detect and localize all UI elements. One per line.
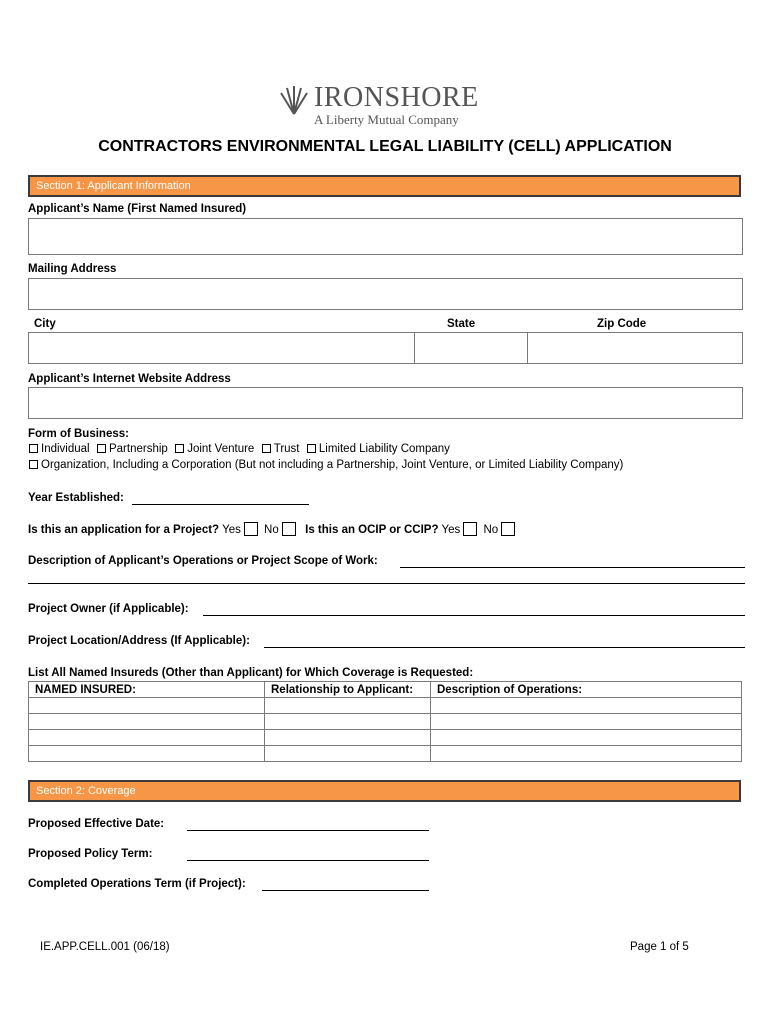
table-cell[interactable] bbox=[265, 730, 431, 746]
policy-term-label: Proposed Policy Term: bbox=[28, 848, 153, 860]
mailing-address-field[interactable] bbox=[28, 278, 743, 310]
ocip-yes-label: Yes bbox=[441, 524, 461, 536]
project-location-field[interactable] bbox=[264, 647, 745, 648]
table-cell[interactable] bbox=[265, 746, 431, 762]
description-label: Description of Applicant’s Operations or Project Scope of Work: bbox=[28, 555, 378, 567]
project-owner-field[interactable] bbox=[203, 615, 745, 616]
individual-option: Individual bbox=[41, 443, 90, 455]
trust-checkbox[interactable] bbox=[262, 444, 271, 453]
logo-tagline: A Liberty Mutual Company bbox=[314, 112, 459, 127]
ocip-no-checkbox[interactable] bbox=[501, 522, 515, 536]
table-cell[interactable] bbox=[29, 746, 265, 762]
mailing-address-label: Mailing Address bbox=[28, 263, 117, 275]
project-yes-checkbox[interactable] bbox=[244, 522, 258, 536]
partnership-option: Partnership bbox=[108, 443, 168, 455]
operations-header: Description of Operations: bbox=[431, 682, 742, 698]
city-field[interactable] bbox=[28, 332, 415, 364]
project-owner-label: Project Owner (if Applicable): bbox=[28, 603, 189, 615]
zip-code-field[interactable] bbox=[527, 332, 743, 364]
project-question: Is this an application for a Project? bbox=[28, 524, 220, 536]
city-label: City bbox=[34, 318, 56, 330]
table-row bbox=[29, 714, 742, 730]
ocip-no-label: No bbox=[483, 524, 499, 536]
table-header-row bbox=[29, 682, 742, 698]
website-label: Applicant’s Internet Website Address bbox=[28, 373, 231, 385]
section-1-header: Section 1: Applicant Information bbox=[28, 175, 741, 197]
table-cell[interactable] bbox=[265, 714, 431, 730]
organization-option-row bbox=[28, 459, 623, 471]
relationship-header: Relationship to Applicant: bbox=[265, 682, 431, 698]
zip-code-label: Zip Code bbox=[597, 318, 647, 330]
llc-option: Limited Liability Company bbox=[318, 443, 450, 455]
table-cell[interactable] bbox=[265, 698, 431, 714]
effective-date-field[interactable] bbox=[187, 830, 429, 831]
table-cell[interactable] bbox=[431, 698, 742, 714]
effective-date-label: Proposed Effective Date: bbox=[28, 818, 165, 830]
applicant-name-label: Applicant’s Name (First Named Insured) bbox=[28, 203, 247, 215]
table-cell[interactable] bbox=[431, 746, 742, 762]
individual-checkbox[interactable] bbox=[29, 444, 38, 453]
page-title: CONTRACTORS ENVIRONMENTAL LEGAL LIABILITY (CELL) APPLICATION bbox=[98, 138, 672, 155]
business-options-row bbox=[28, 443, 450, 455]
joint-venture-option: Joint Venture bbox=[187, 443, 255, 455]
project-no-checkbox[interactable] bbox=[282, 522, 296, 536]
form-id: IE.APP.CELL.001 (06/18) bbox=[40, 941, 170, 953]
logo-wordmark: IRONSHORE bbox=[314, 82, 479, 113]
page-number: Page 1 of 5 bbox=[630, 941, 689, 953]
year-established-label: Year Established: bbox=[28, 492, 124, 504]
named-insureds-table bbox=[28, 681, 742, 762]
joint-venture-checkbox[interactable] bbox=[175, 444, 184, 453]
named-insured-header: NAMED INSURED: bbox=[29, 682, 265, 698]
project-no-label: No bbox=[264, 524, 279, 536]
website-field[interactable] bbox=[28, 387, 743, 419]
organization-checkbox[interactable] bbox=[29, 460, 38, 469]
llc-checkbox[interactable] bbox=[307, 444, 316, 453]
company-logo bbox=[278, 82, 498, 128]
state-field[interactable] bbox=[414, 332, 528, 364]
project-yes-label: Yes bbox=[222, 524, 241, 536]
description-field-line-2[interactable] bbox=[28, 583, 745, 584]
table-cell[interactable] bbox=[431, 730, 742, 746]
completed-ops-field[interactable] bbox=[262, 890, 429, 891]
completed-ops-label: Completed Operations Term (if Project): bbox=[28, 878, 246, 890]
state-label: State bbox=[447, 318, 476, 330]
project-location-label: Project Location/Address (If Applicable): bbox=[28, 635, 250, 647]
table-cell[interactable] bbox=[29, 714, 265, 730]
table-row bbox=[29, 730, 742, 746]
applicant-name-field[interactable] bbox=[28, 218, 743, 255]
named-insureds-label: List All Named Insureds (Other than Applicant) for Which Coverage is Requested: bbox=[28, 667, 474, 679]
form-of-business-label: Form of Business: bbox=[28, 428, 129, 440]
table-cell[interactable] bbox=[431, 714, 742, 730]
policy-term-field[interactable] bbox=[187, 860, 429, 861]
table-row bbox=[29, 746, 742, 762]
ocip-question: Is this an OCIP or CCIP? bbox=[305, 524, 439, 536]
table-cell[interactable] bbox=[29, 698, 265, 714]
trust-option: Trust bbox=[273, 443, 300, 455]
description-field-line-1[interactable] bbox=[400, 567, 745, 568]
organization-option: Organization, Including a Corporation (But not including a Partnership, Joint Venture, or Limited Liability Company) bbox=[41, 459, 624, 471]
partnership-checkbox[interactable] bbox=[97, 444, 106, 453]
table-row bbox=[29, 698, 742, 714]
section-2-header: Section 2: Coverage bbox=[28, 780, 741, 802]
year-established-field[interactable] bbox=[132, 504, 309, 505]
table-cell[interactable] bbox=[29, 730, 265, 746]
sunburst-logo-icon bbox=[278, 82, 310, 116]
project-question-row bbox=[28, 522, 518, 536]
ocip-yes-checkbox[interactable] bbox=[463, 522, 477, 536]
